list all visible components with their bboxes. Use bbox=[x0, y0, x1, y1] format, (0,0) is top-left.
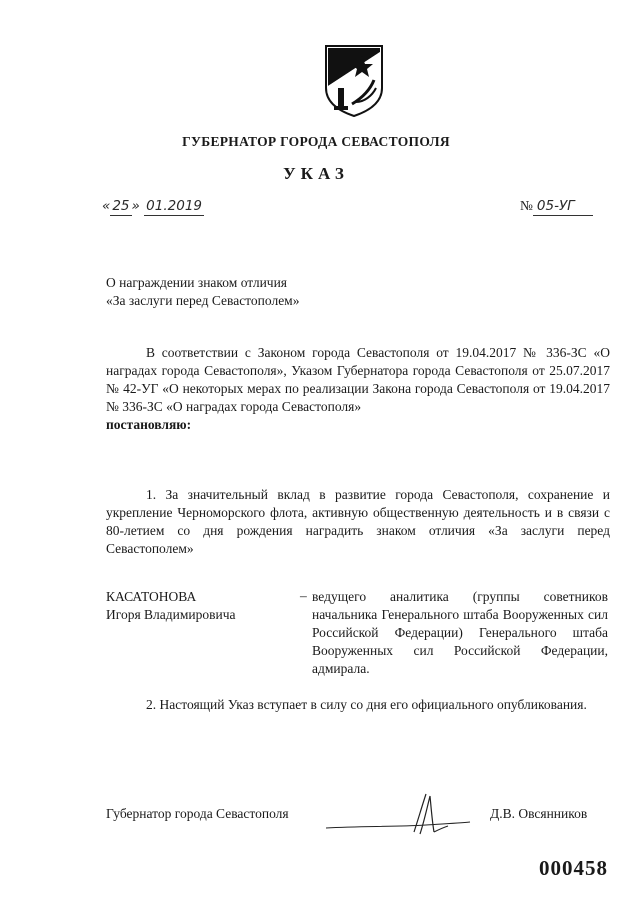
date-month-year: 01.2019 bbox=[146, 198, 202, 214]
number-sign: № bbox=[520, 198, 533, 213]
date-close-quote: » bbox=[131, 198, 140, 214]
number-value: 05-УГ bbox=[533, 198, 593, 216]
document-type-title: УКАЗ bbox=[283, 164, 349, 183]
coat-of-arms-icon bbox=[322, 42, 386, 118]
awardee-position: ведущего аналитика (группы советников начальника Генерального штаба Вооруженных сил Российской Федерации) Генерального штаба Вооруженных сил Российской Федерации, адмирала. bbox=[312, 589, 608, 676]
serial-number: 000458 bbox=[539, 856, 608, 880]
preamble bbox=[106, 344, 610, 434]
decision-word: постановляю: bbox=[106, 417, 192, 432]
preamble-text: В соответствии с Законом города Севастополя от 19.04.2017 № 336-ЗС «О наградах города Севастополя», Указом Губернатора города Севастополя от 25.07.2017 № 42-УГ «О некоторых мерах по реализации Закона города Севастополя от 19.04.2017 № 336-ЗС «О наградах города Севастополя» bbox=[106, 345, 610, 414]
signatory-title: Губернатор города Севастополя bbox=[106, 806, 289, 821]
clause-1: 1. За значительный вклад в развитие города Севастополя, сохранение и укрепление Черноморского флота, активную общественную деятельность и в связи с 80-летием со дня рождения наградить знаком отличия «За заслуги перед Севастополем» bbox=[106, 487, 610, 556]
document-number bbox=[520, 198, 593, 214]
clause-2: 2. Настоящий Указ вступает в силу со дня его официального опубликования. bbox=[146, 697, 587, 712]
issuing-authority: ГУБЕРНАТОР ГОРОДА СЕВАСТОПОЛЯ bbox=[182, 134, 450, 149]
handwritten-signature bbox=[322, 792, 472, 838]
dash-separator: – bbox=[300, 588, 307, 603]
date-open-quote: « bbox=[102, 198, 111, 214]
awardee-surname: КАСАТОНОВА bbox=[106, 589, 197, 604]
subject-line-2: «За заслуги перед Севастополем» bbox=[106, 293, 300, 308]
document-subject bbox=[106, 274, 299, 310]
document-date bbox=[102, 198, 204, 214]
date-day: 25 bbox=[112, 198, 130, 214]
awardee-name bbox=[106, 588, 236, 624]
signatory-name: Д.В. Овсянников bbox=[490, 806, 588, 821]
subject-line-1: О награждении знаком отличия bbox=[106, 275, 288, 290]
awardee-given-names: Игоря Владимировича bbox=[106, 607, 236, 622]
